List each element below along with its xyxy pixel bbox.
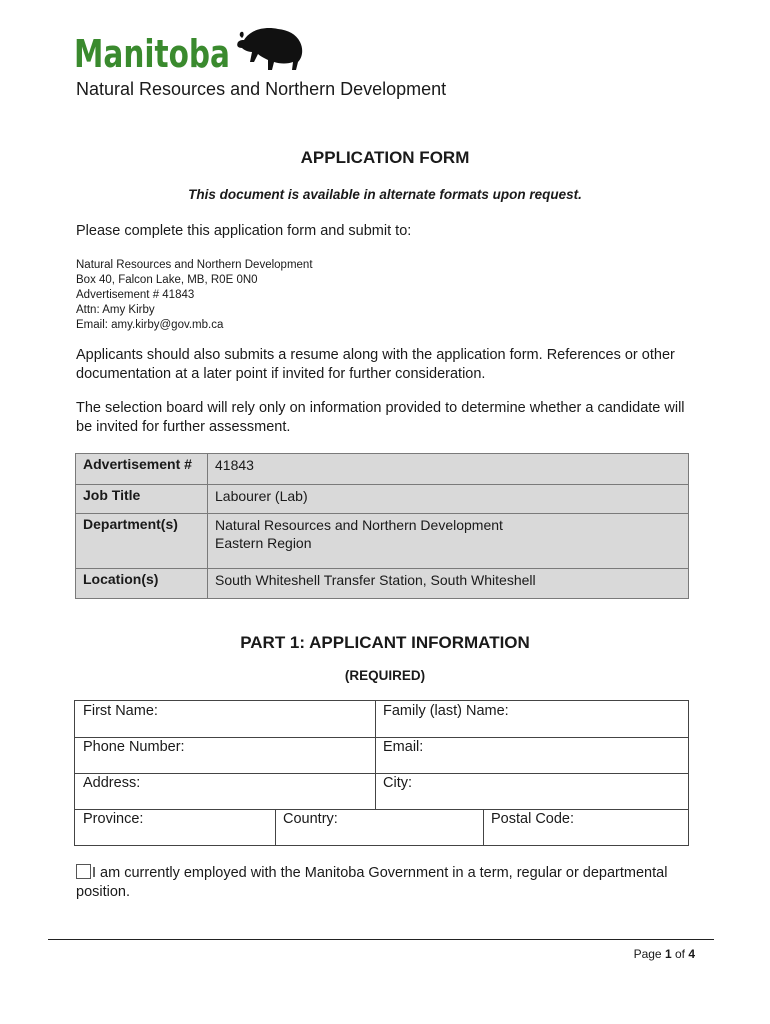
value-line: 41843 xyxy=(215,457,254,473)
form-title: APPLICATION FORM xyxy=(300,148,470,167)
address-line: Attn: Amy Kirby xyxy=(76,304,155,316)
address-line: Natural Resources and Northern Development xyxy=(76,259,313,271)
table-row xyxy=(76,514,689,569)
value-line: South Whiteshell Transfer Station, South Whiteshell xyxy=(215,572,536,588)
page-of: of xyxy=(671,947,689,961)
row-value xyxy=(208,454,689,485)
value-line: Natural Resources and Northern Development xyxy=(215,517,503,533)
row-label: Job Title xyxy=(76,485,208,514)
province-field[interactable]: Province: xyxy=(83,811,144,827)
resume-paragraph: Applicants should also submits a resume along with the application form. References or other documentation at a later point if invited for further consideration. xyxy=(76,347,675,382)
manitoba-logo xyxy=(74,22,306,72)
page-total: 4 xyxy=(688,947,695,961)
page-prefix: Page xyxy=(633,947,665,961)
advertisement-table xyxy=(75,453,689,599)
address-line: Email: amy.kirby@gov.mb.ca xyxy=(76,319,224,331)
mailing-address xyxy=(76,258,313,333)
page-number xyxy=(634,947,695,961)
submit-instructions: Please complete this application form and submit to: xyxy=(76,223,412,239)
city-field[interactable]: City: xyxy=(383,775,412,791)
page-current: 1 xyxy=(664,947,672,961)
logo-wordmark: Manitoba xyxy=(74,32,230,72)
row-label: Location(s) xyxy=(76,569,208,599)
row-label: Department(s) xyxy=(76,514,208,569)
address-field[interactable]: Address: xyxy=(83,775,141,791)
table-row xyxy=(76,454,689,485)
row-value xyxy=(208,514,689,569)
table-row xyxy=(76,569,689,599)
postal-code-field[interactable]: Postal Code: xyxy=(491,811,575,827)
first-name-field[interactable]: First Name: xyxy=(83,703,158,719)
footer-divider xyxy=(48,939,714,940)
selection-paragraph: The selection board will rely only on information provided to determine whether a candidate will be invited for further assessment. xyxy=(76,400,685,435)
email-field[interactable]: Email: xyxy=(383,739,424,755)
alternate-formats-note: This document is available in alternate formats upon request. xyxy=(188,187,582,202)
row-value xyxy=(208,485,689,514)
phone-number-field[interactable]: Phone Number: xyxy=(83,739,185,755)
value-line: Eastern Region xyxy=(215,535,312,551)
family-name-field[interactable]: Family (last) Name: xyxy=(383,703,509,719)
table-row xyxy=(76,485,689,514)
required-note: (REQUIRED) xyxy=(344,668,426,683)
employment-check-row xyxy=(76,864,696,902)
row-value xyxy=(208,569,689,599)
value-line: Labourer (Lab) xyxy=(215,488,308,504)
part1-title: PART 1: APPLICANT INFORMATION xyxy=(240,633,530,652)
address-line: Advertisement # 41843 xyxy=(76,289,195,301)
address-line: Box 40, Falcon Lake, MB, R0E 0N0 xyxy=(76,274,258,286)
applicant-info-grid xyxy=(74,700,689,846)
row-label: Advertisement # xyxy=(76,454,208,485)
country-field[interactable]: Country: xyxy=(283,811,338,827)
employed-checkbox[interactable] xyxy=(76,864,91,879)
department-heading: Natural Resources and Northern Development xyxy=(76,79,447,99)
employed-checkbox-label: I am currently employed with the Manitoba Government in a term, regular or departmental position. xyxy=(76,865,668,900)
bison-icon xyxy=(237,28,302,70)
